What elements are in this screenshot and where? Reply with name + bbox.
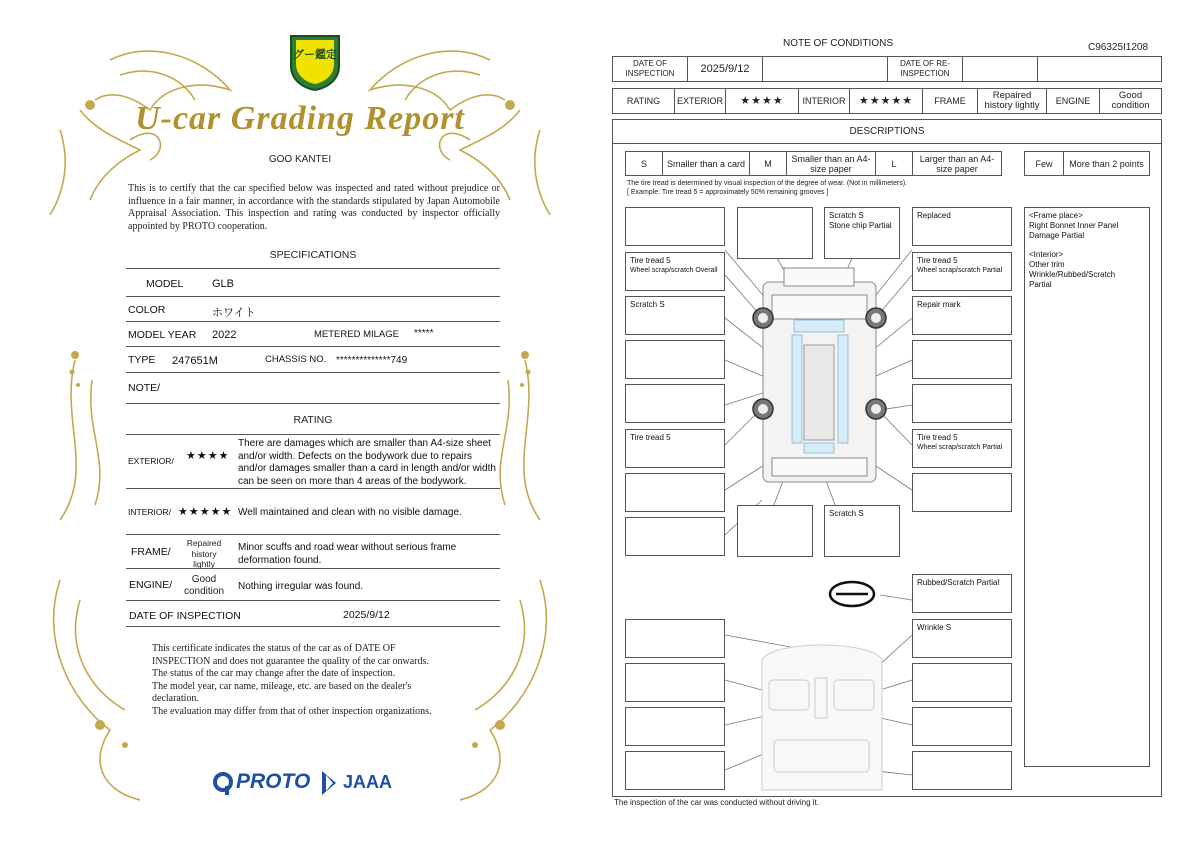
milage-label: METERED MILAGE	[314, 329, 399, 340]
badge-text: グー鑑定	[293, 49, 337, 61]
divider	[126, 626, 500, 627]
legend-more: More than 2 points	[1063, 151, 1150, 176]
model-year-value: 2022	[212, 329, 237, 341]
specifications-heading: SPECIFICATIONS	[269, 249, 357, 261]
interior-description: Well maintained and clean with no visible damage.	[238, 507, 462, 518]
model-label: MODEL	[146, 278, 184, 290]
frame-value: Repaired history lightly	[186, 538, 222, 569]
note-box-left-11	[625, 707, 725, 746]
note-title: Tire tread 5	[917, 256, 958, 265]
note-box-left-10	[625, 663, 725, 702]
note-box-left-7	[625, 473, 725, 512]
note-box-right-9	[912, 619, 1012, 658]
legend-l-text: Larger than an A4-size paper	[912, 151, 1002, 176]
inspection-date-value: 2025/9/12	[343, 609, 390, 621]
exterior-stars: ★★★★	[186, 450, 230, 462]
frame-label: FRAME	[922, 88, 978, 114]
sheet-code: C96325I1208	[1088, 42, 1149, 53]
note-box-right-11	[912, 707, 1012, 746]
note-box-right-7	[912, 473, 1012, 512]
color-label: COLOR	[128, 304, 166, 316]
note-title: Rubbed/Scratch Partial	[917, 578, 1000, 587]
jaaa-logo-text: JAAA	[343, 772, 393, 792]
divider	[126, 403, 500, 404]
note-box-right-6	[912, 429, 1012, 468]
legend-s: S	[625, 151, 663, 176]
footer-line: INSPECTION and does not guarantee the quality of the car onwards.	[152, 655, 429, 667]
note-box-right-2	[912, 252, 1012, 291]
footer-line: The model year, car name, mileage, etc. are based on the dealer's	[152, 680, 412, 692]
note-box-right-1	[912, 207, 1012, 246]
divider	[126, 268, 500, 269]
frame-value: Repaired history lightly	[977, 88, 1047, 114]
date-reinspection-label: DATE OF RE-INSPECTION	[887, 56, 963, 82]
note-box-steering	[912, 574, 1012, 613]
interior-line: Other trim	[1029, 260, 1065, 269]
goo-kantei-badge	[287, 30, 343, 92]
rating-heading: RATING	[293, 414, 333, 426]
note-title: Tire tread 5	[630, 433, 671, 442]
report-subtitle: GOO KANTEI	[268, 154, 332, 165]
note-box-right-4	[912, 340, 1012, 379]
jaaa-logo-icon	[318, 769, 340, 797]
note-title: Tire tread 5	[917, 433, 958, 442]
interior-heading: <Interior>	[1029, 250, 1064, 259]
milage-value: *****	[414, 328, 434, 339]
note-box-left-2	[625, 252, 725, 291]
certificate-intro: This is to certify that the car specified below was inspected and rated without prejudice or influence in a fair manner, in accordance with the standards stipulated by Japan Automobile Appraisal Association. This inspection and rating was conducted by inspector officially appointed by PROTO cooperation.	[128, 183, 500, 232]
note-label: NOTE/	[128, 382, 161, 394]
legend-m-text: Smaller than an A4-size paper	[786, 151, 876, 176]
divider	[126, 372, 500, 373]
footer-line: The status of the car may change after the date of inspection.	[152, 668, 396, 679]
note-box-left-4	[625, 340, 725, 379]
divider	[126, 568, 500, 569]
footer-line: The evaluation may differ from that of other inspection organizations.	[152, 705, 432, 717]
divider	[126, 346, 500, 347]
note-box-left-3	[625, 296, 725, 335]
footer-line: This certificate indicates the status of the car as of DATE OF	[152, 643, 396, 654]
divider	[126, 321, 500, 322]
inspection-date-label: DATE OF INSPECTION	[129, 610, 241, 622]
interior-line: Wrinkle/Rubbed/Scratch	[1029, 270, 1116, 279]
frame-place-heading: <Frame place>	[1029, 211, 1083, 220]
note-title: Scratch S	[630, 300, 665, 309]
legend-s-text: Smaller than a card	[662, 151, 750, 176]
frame-label: FRAME/	[131, 546, 171, 558]
frame-place-line: Damage Partial	[1029, 231, 1085, 240]
note-box-right-10	[912, 663, 1012, 702]
note-box-top-1	[737, 207, 813, 259]
legend-few: Few	[1024, 151, 1064, 176]
note-box-top-2	[824, 207, 900, 259]
note-box-bottom-2	[824, 505, 900, 557]
note-title: Tire tread 5	[630, 256, 671, 265]
note-box-right-5	[912, 384, 1012, 423]
engine-label: ENGINE	[1046, 88, 1100, 114]
sheet-title: NOTE OF CONDITIONS	[783, 38, 893, 49]
proto-logo-text: PROTO	[236, 770, 311, 793]
proto-logo-icon	[212, 770, 232, 796]
note-box-bottom-1	[737, 505, 813, 557]
side-notes-panel	[1024, 207, 1150, 767]
interior-stars: ★★★★★	[178, 506, 233, 518]
engine-description: Nothing irregular was found.	[238, 581, 364, 592]
tire-note-2: [ Example: Tire tread 5 = approximately 50% remaining grooves ]	[627, 189, 829, 196]
chassis-value: **************749	[336, 355, 408, 366]
note-box-left-12	[625, 751, 725, 790]
engine-label: ENGINE/	[129, 579, 173, 591]
exterior-stars: ★★★★	[725, 88, 799, 114]
divider	[126, 534, 500, 535]
date-reinspection-value	[962, 56, 1038, 82]
footer-line: declaration.	[152, 693, 199, 704]
chassis-label: CHASSIS NO.	[265, 354, 327, 365]
engine-value: Good condition	[1099, 88, 1162, 114]
note-box-left-9	[625, 619, 725, 658]
type-value: 247651M	[172, 355, 218, 367]
note-sub: Wheel scrap/scratch Partial	[917, 444, 1003, 451]
frame-description: Minor scuffs and road wear without serious frame deformation found.	[238, 542, 457, 566]
exterior-label: EXTERIOR	[674, 88, 726, 114]
note-box-left-1	[625, 207, 725, 246]
report-title: U-car Grading Report	[135, 100, 465, 137]
date-inspection-label: DATE OF INSPECTION	[612, 56, 688, 82]
type-label: TYPE	[128, 354, 156, 366]
interior-stars: ★★★★★	[849, 88, 923, 114]
note-box-left-5	[625, 384, 725, 423]
model-value: GLB	[212, 278, 235, 290]
note-title: Scratch S	[829, 211, 864, 220]
tire-note-1: The tire tread is determined by visual inspection of the degree of wear. (Not in millimeters).	[627, 180, 908, 187]
frame-place-line: Right Bonnet Inner Panel	[1029, 221, 1119, 230]
note-title: Repair mark	[917, 300, 961, 309]
note-title: Replaced	[917, 211, 951, 220]
note-box-left-8	[625, 517, 725, 556]
note-box-right-3	[912, 296, 1012, 335]
note-sub: Wheel scrap/scratch Partial	[917, 267, 1003, 274]
note-sub: Wheel scrap/scratch Overall	[630, 267, 718, 274]
certificate-footer	[152, 643, 492, 718]
color-value: ホワイト	[212, 307, 256, 319]
rating-label: RATING	[612, 88, 675, 114]
sheet-footer: The inspection of the car was conducted without driving it.	[614, 798, 819, 807]
model-year-label: MODEL YEAR	[128, 329, 197, 341]
engine-value: Good condition	[183, 574, 225, 597]
note-title: Scratch S	[829, 509, 864, 518]
exterior-description: There are damages which are smaller than A4-size sheet and/or width. Defects on the bodywork due to repairs and/or damages smaller than a card in length and/or width can be seen on more than 4 areas of the bodywork.	[238, 438, 496, 487]
note-title: Wrinkle S	[917, 623, 952, 632]
note-box-left-6	[625, 429, 725, 468]
note-sub: Stone chip Partial	[829, 221, 892, 230]
interior-label: INTERIOR	[798, 88, 850, 114]
date-inspection-value: 2025/9/12	[687, 56, 763, 82]
divider	[126, 488, 500, 489]
divider	[126, 434, 500, 435]
descriptions-heading: DESCRIPTIONS	[612, 119, 1162, 144]
legend-m: M	[749, 151, 787, 176]
note-box-right-12	[912, 751, 1012, 790]
legend-l: L	[875, 151, 913, 176]
exterior-label: EXTERIOR/	[128, 456, 174, 466]
divider	[126, 296, 500, 297]
interior-label: INTERIOR/	[128, 507, 171, 517]
divider	[126, 600, 500, 601]
interior-line: Partial	[1029, 280, 1052, 289]
